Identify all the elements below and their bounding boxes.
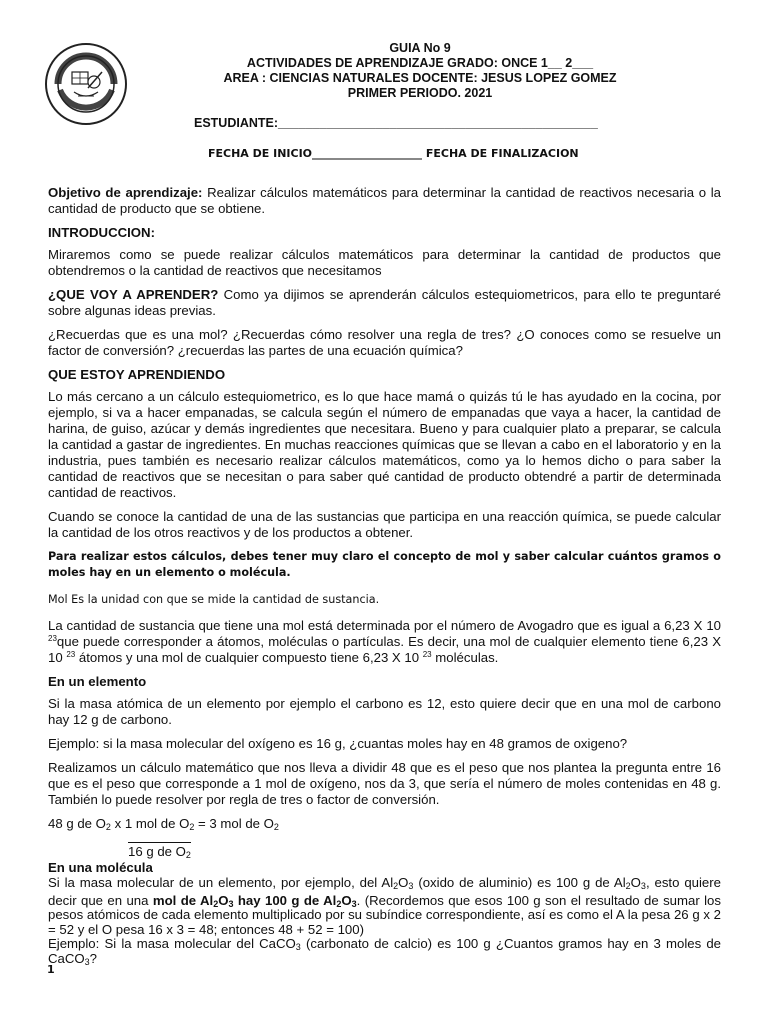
avogadro-text-b: que puede corresponder a átomos, moléculas o partículas. Es decir, una mol de cualquier elemento tiene 6,23 X 10 — [48, 634, 721, 665]
school-seal-logo — [44, 42, 128, 126]
calc-sub-1: 2 — [105, 822, 111, 832]
mol-s1: 2 — [393, 881, 399, 891]
learning-heading: QUE ESTOY APRENDIENDO — [48, 367, 226, 382]
element-example: Ejemplo: si la masa molecular del oxígeno es 16 g, ¿cuantas moles hay en 48 gramos de oxigeno? — [48, 736, 628, 751]
calc-denominator: 16 g de O — [128, 844, 186, 859]
mol-s3: 2 — [625, 881, 631, 891]
conversion-denominator — [128, 842, 721, 860]
period-line: PRIMER PERIODO. 2021 — [347, 86, 493, 100]
mol-bold2: hay 100 g de Al — [233, 892, 337, 908]
prior-questions: ¿Recuerdas que es una mol? ¿Recuerdas cómo resolver una regla de tres? ¿O conoces como se resuelve un factor de conversión? ¿recuerdas las partes de una ecuación química? — [48, 327, 721, 358]
learning-paragraph-1: Lo más cercano a un cálculo estequiometrico, es lo que hace mamá o quizás tú le has ayudado en la cocina, por ejemplo, si va a hacer empanadas, se calcula según el número de empanadas que vaya a hacer, la cantidad de harina, de guiso, azúcar y demás ingredientes que necesitara. Bueno y para cualquier plato a preparar, se calcula la cantidad a gastar de ingredientes. En muchas reacciones químicas que se llevan a cabo en el laboratorio y en la industria, pues también es necesario realizar cálculos matemáticos, como ya lo hemos dicho o para saber la cantidad de reactivos que se necesitan o para saber qué cantidad de producto obtendré a partir de determinada cantidad de reactivos. — [48, 389, 721, 500]
mol-e1: Ejemplo: Si la masa molecular del CaCO — [48, 936, 296, 951]
mol-definition: Mol Es la unidad con que se mide la cantidad de sustancia. — [48, 593, 380, 606]
conversion-numerator — [48, 816, 721, 832]
mol-s2: 3 — [408, 881, 414, 891]
avogadro-text-c: átomos y una mol de cualquier compuesto tiene 6,23 X 10 — [75, 650, 423, 665]
calc-part-a: 48 g de O — [48, 816, 106, 831]
what-will-i-learn-paragraph — [48, 287, 721, 319]
objective-text: Realizar cálculos matemáticos para determinar la cantidad de reactivos necesaria o la cantidad de producto que se obtiene. — [48, 185, 721, 216]
mol-e3: ? — [89, 950, 97, 966]
introduction-heading: INTRODUCCION: — [48, 225, 155, 240]
avogadro-text-a: La cantidad de sustancia que tiene una mol está determinada por el número de Avogadro que es igual a 6,23 X 10 — [48, 618, 721, 633]
calc-part-c: = 3 mol de O — [194, 816, 274, 831]
molecule-heading: En una molécula — [48, 860, 153, 875]
molecule-paragraph — [48, 876, 721, 966]
mol-t1: Si la masa molecular de un elemento, por ejemplo, del Al — [48, 875, 394, 890]
avogadro-exponent-2: 23 — [66, 650, 76, 659]
objective-label: Objetivo de aprendizaje: — [48, 185, 203, 200]
guide-number: GUIA No 9 — [389, 41, 451, 55]
dates-field: FECHA DE INICIO____________________ FECHA DE FINALIZACION — [208, 147, 579, 160]
mol-s7: 2 — [336, 898, 342, 909]
mol-bold1: mol de Al — [152, 892, 214, 908]
mol-t2b: O — [630, 875, 641, 890]
calc-part-b: x 1 mol de O — [110, 816, 190, 831]
element-paragraph-3: Realizamos un cálculo matemático que nos lleva a dividir 48 que es el peso que nos plantea la pregunta entre 16 que es el peso que corresponde a 1 mol de oxígeno, nos da 3, que sería el número de moles contenidas en 48 g. También lo puede resolver por regla de tres o factor de conversión. — [48, 760, 721, 807]
mol-t3: (oxido de aluminio) es 100 g de Al — [413, 875, 626, 890]
avogadro-exponent-1: 23 — [48, 634, 57, 643]
learning-paragraph-2: Cuando se conoce la cantidad de una de las sustancias que participa en una reacción química, se puede calcular la cantidad de los otros reactivos y de los productos a obtener. — [48, 509, 721, 540]
mol-s5: 2 — [213, 898, 219, 909]
document-body — [48, 185, 721, 966]
calc-sub-4: 2 — [185, 850, 191, 860]
avogadro-paragraph — [48, 618, 721, 666]
learning-note-mol: Para realizar estos cálculos, debes tener muy claro el concepto de mol y saber calcular cuántos gramos o moles hay en un elemento o molécula. — [48, 550, 721, 579]
mol-s10: 3 — [84, 956, 90, 967]
mol-s8: 3 — [351, 898, 357, 909]
mol-t2: O — [398, 875, 409, 890]
fraction-bar — [128, 842, 191, 860]
objective-paragraph — [48, 185, 721, 217]
activities-grade-line: ACTIVIDADES DE APRENDIZAJE GRADO: ONCE 1__ 2___ — [246, 56, 594, 70]
avogadro-exponent-3: 23 — [422, 650, 432, 659]
mol-t4: , esto quiere decir que en una — [48, 875, 721, 908]
calc-sub-3: 2 — [273, 822, 279, 832]
mol-s4: 3 — [640, 881, 646, 891]
area-teacher-line: AREA : CIENCIAS NATURALES DOCENTE: JESUS LOPEZ GOMEZ — [223, 71, 617, 85]
mol-s6: 3 — [228, 898, 234, 909]
calc-sub-2: 2 — [189, 822, 195, 832]
page-number: 1 — [47, 963, 55, 976]
avogadro-text-d: moléculas. — [431, 650, 499, 665]
mol-t2d: O — [341, 892, 352, 908]
introduction-text: Miraremos como se puede realizar cálculos matemáticos para determinar la cantidad de productos que obtendremos o la cantidad de reactivos que necesitamos — [48, 247, 721, 278]
mol-e2: (carbonato de calcio) es 100 g ¿Cuantos gramos hay en 3 moles de CaCO — [48, 936, 721, 966]
what-will-i-learn-label: ¿QUE VOY A APRENDER? — [48, 287, 219, 302]
mol-s9: 3 — [295, 942, 301, 952]
element-paragraph-1: Si la masa atómica de un elemento por ejemplo el carbono es 12, esto quiere decir que en una mol de carbono hay 12 g de carbono. — [48, 696, 721, 727]
mol-t5: . (Recordemos que esos 100 g son el resultado de sumar los pesos atómicos de cada elemento multiplicado por su subíndice correspondiente, así es como el A la pesa 26 g x 2 = 52 y el O pesa 16 x 3 = 48; entonces 48 + 52 = 100) — [48, 892, 721, 937]
student-field: ESTUDIANTE:______________________________________________ — [194, 116, 598, 130]
element-heading: En un elemento — [48, 674, 147, 689]
mol-t2c: O — [218, 892, 229, 908]
what-will-i-learn-text: Como ya dijimos se aprenderán cálculos estequiometricos, para ello te preguntaré sobre algunas ideas previas. — [48, 287, 722, 318]
